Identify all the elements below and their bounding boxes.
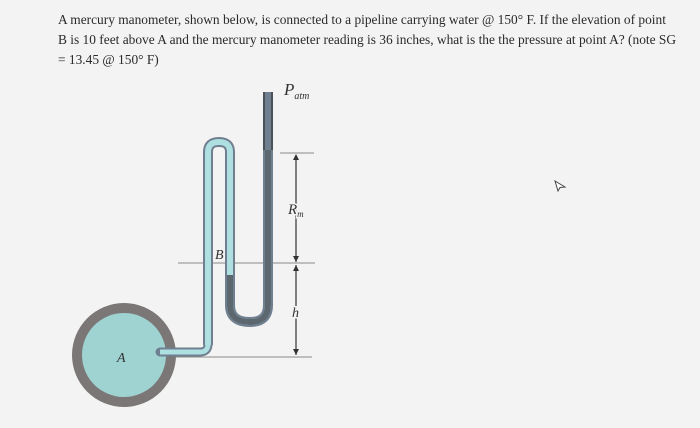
dim-rm-arrow-top <box>293 154 299 160</box>
problem-statement: A mercury manometer, shown below, is connected to a pipeline carrying water @ 150° F. If the elevation of point B is 10 feet above A and the mercury manometer reading is 36 inches, what is the the pressure at point A? (note SG = 13.45 @ 150° F) <box>58 12 677 67</box>
mercury-column <box>230 150 268 322</box>
p-atm-label: $P_{atm}$ <box>284 80 310 102</box>
dim-h-arrow-bottom <box>293 349 299 355</box>
h-label: h <box>292 306 299 321</box>
rm-label: $R_m$ <box>288 202 304 219</box>
point-a-label: A <box>117 351 126 366</box>
dim-rm-arrow-bottom <box>293 256 299 262</box>
mouse-pointer-icon <box>553 179 567 193</box>
manometer-u-tube <box>208 92 268 345</box>
point-b-label: B <box>215 248 224 263</box>
dim-h-arrow-top <box>293 265 299 271</box>
